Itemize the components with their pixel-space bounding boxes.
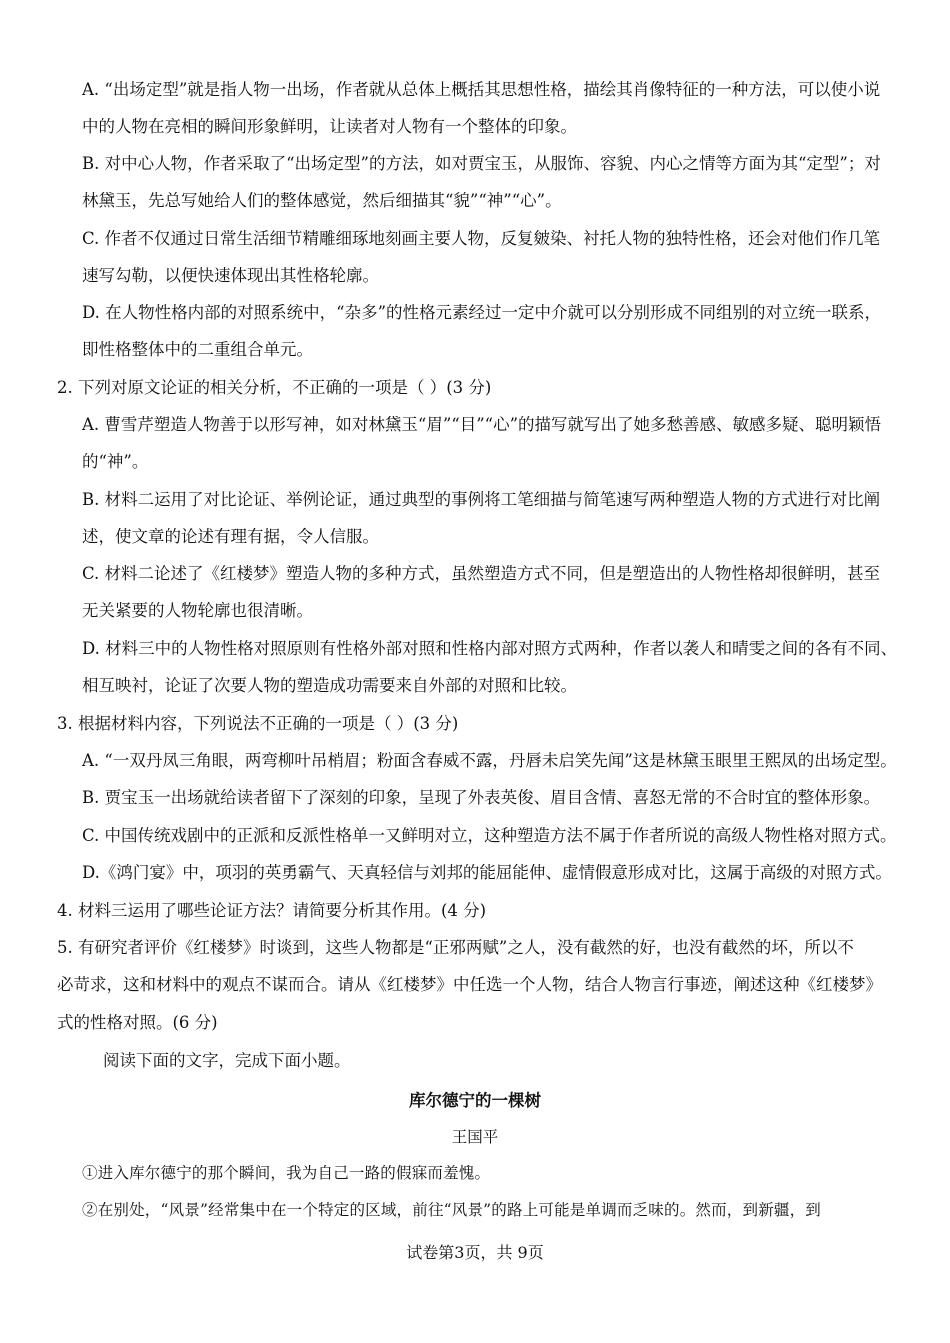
q5-line3: 式的性格对照。(6 分) <box>57 1013 218 1032</box>
q2-option-d-line2: 相互映衬，论证了次要人物的塑造成功需要来自外部的对照和比较。 <box>82 676 577 695</box>
q2-option-b-line1: B. 材料二运用了对比论证、举例论证，通过典型的事例将工笔细描与简笔速写两种塑造人物的方式进行对比阐 <box>82 490 881 509</box>
q1-option-a-line2: 中的人物在亮相的瞬间形象鲜明，让读者对人物有一个整体的印象。 <box>82 117 577 136</box>
passage-title: 库尔德宁的一棵树 <box>409 1091 541 1110</box>
q1-option-c-line2: 速写勾勒，以便快速体现出其性格轮廓。 <box>82 266 379 285</box>
q2-option-c-line1: C. 材料二论述了《红楼梦》塑造人物的多种方式，虽然塑造方式不同，但是塑造出的人物性格却很鲜明，甚至 <box>82 564 881 583</box>
q3-option-a: A. “一双丹凤三角眼，两弯柳叶吊梢眉；粉面含春威不露，丹唇未启笑先闻”这是林黛玉眼里王熙凤的出场定型。 <box>82 751 897 770</box>
q3-stem: 3. 根据材料内容，下列说法不正确的一项是（ ）(3 分) <box>57 714 459 733</box>
q1-option-b-line2: 林黛玉，先总写她给人们的整体感觉，然后细描其“貌”“神”“心”。 <box>82 191 562 210</box>
q1-option-d-line1: D. 在人物性格内部的对照系统中，“杂多”的性格元素经过一定中介就可以分别形成不同组别的对立统一联系， <box>82 303 882 322</box>
q2-option-a-line2: 的“神”。 <box>82 452 149 471</box>
q1-option-b-line1: B. 对中心人物，作者采取了“出场定型”的方法，如对贾宝玉，从服饰、容貌、内心之情等方面为其“定型”；对 <box>82 154 881 173</box>
q1-option-d-line2: 即性格整体中的二重组合单元。 <box>82 340 313 359</box>
passage-author: 王国平 <box>451 1128 499 1146</box>
q5-line2: 必苛求，这和材料中的观点不谋而合。请从《红楼梦》中任选一个人物，结合人物言行事迹，阐述这种《红楼梦》 <box>57 975 882 994</box>
q2-option-c-line2: 无关紧要的人物轮廓也很清晰。 <box>82 601 313 620</box>
q5-line1: 5. 有研究者评价《红楼梦》时谈到，这些人物都是“正邪两赋”之人，没有截然的好，也没有截然的坏，所以不 <box>57 938 854 957</box>
passage-paragraph-2: ②在别处，“风景”经常集中在一个特定的区域，前往“风景”的路上可能是单调而乏味的。然而，到新疆，到 <box>82 1201 821 1219</box>
passage-paragraph-1: ①进入库尔德宁的那个瞬间，我为自己一路的假寐而羞愧。 <box>82 1164 491 1182</box>
q3-option-d: D.《鸿门宴》中，项羽的英勇霸气、天真轻信与刘邦的能屈能伸、虚情假意形成对比，这属于高级的对照方式。 <box>82 863 892 882</box>
q3-option-b: B. 贾宝玉一出场就给读者留下了深刻的印象，呈现了外表英俊、眉目含情、喜怒无常的不合时宜的整体形象。 <box>82 788 881 807</box>
q1-option-c-line1: C. 作者不仅通过日常生活细节精雕细琢地刻画主要人物，反复皴染、衬托人物的独特性格，还会对他们作几笔 <box>82 229 881 248</box>
q1-option-a-line1: A. “出场定型”就是指人物一出场，作者就从总体上概括其思想性格，描绘其肖像特征的一种方法，可以使小说 <box>82 80 881 99</box>
q2-option-b-line2: 述，使文章的论述有理有据，令人信服。 <box>82 527 379 546</box>
q4-stem: 4. 材料三运用了哪些论证方法？请简要分析其作用。(4 分) <box>57 901 487 920</box>
q2-option-a-line1: A. 曹雪芹塑造人物善于以形写神，如对林黛玉“眉”“目”“心”的描写就写出了她多愁善感、敏感多疑、聪明颖悟 <box>82 415 882 434</box>
page-footer: 试卷第3页，共 9页 <box>406 1243 544 1262</box>
q3-option-c: C. 中国传统戏剧中的正派和反派性格单一又鲜明对立，这种塑造方法不属于作者所说的高级人物性格对照方式。 <box>82 826 897 845</box>
reading-instruction: 阅读下面的文字，完成下面小题。 <box>103 1051 351 1070</box>
q2-stem: 2. 下列对原文论证的相关分析，不正确的一项是（ ）(3 分) <box>57 378 492 397</box>
q2-option-d-line1: D. 材料三中的人物性格对照原则有性格外部对照和性格内部对照方式两种，作者以袭人和晴雯之间的各有不同、 <box>82 639 898 658</box>
